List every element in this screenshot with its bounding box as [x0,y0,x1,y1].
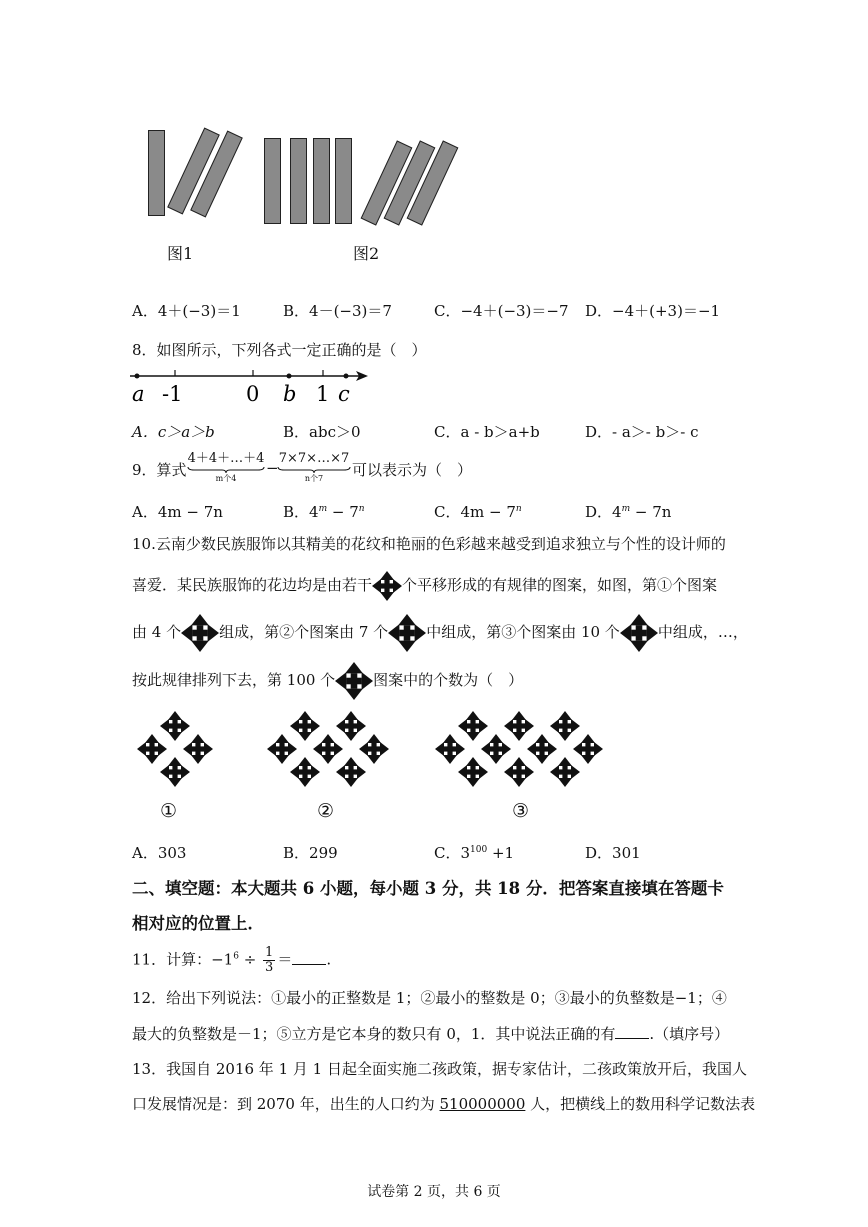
q13-line2 [132,1094,755,1114]
text: ÷ [238,950,262,969]
q9-term1-brace-label: m个4 [215,474,237,483]
pattern-1 [132,706,218,792]
q9-term2 [276,452,352,483]
text: 由 4 个 [132,623,182,641]
text: D．4 [585,503,622,521]
text: +1 [487,844,515,862]
cross-arrow-icon [181,614,219,652]
q7-option-a: A．4＋(−3)＝1 [132,302,241,320]
text: .（填序号） [649,1025,730,1043]
cross-arrow-icon [388,614,426,652]
q9-option-c [434,501,522,522]
exponent: 6 [233,951,239,962]
q7-option-b: B．4－(−3)＝7 [283,302,392,320]
q9-option-b [283,501,365,522]
text: − 7 [327,503,359,521]
exponent: m [318,504,328,514]
q10-line3 [132,614,748,652]
cross-arrow-icon [335,662,373,700]
page-footer: 试卷第 2 页，共 6 页 [367,1184,501,1200]
q9-option-d [585,501,671,522]
pattern-2 [262,706,394,792]
text: C．3 [434,844,471,862]
number-line-label: c [338,382,350,406]
numerator: 1 [265,945,274,960]
stick [313,138,330,224]
text: 组成，第②个图案由 7 个 [219,623,389,641]
q12-line2 [132,1024,729,1044]
stick [290,138,307,224]
q8-option-c: C．a - b＞a+b [434,423,540,441]
q10-line4 [132,662,523,700]
answer-blank [615,1024,649,1039]
exponent: m [621,504,631,514]
section-2-heading-line1: 二、填空题：本大题共 6 小题，每小题 3 分，共 18 分．把答案直接填在答题卡 [132,879,724,898]
text: . [326,950,332,969]
text: − 7n [630,503,672,521]
q8-stem: 8．如图所示，下列各式一定正确的是（ ） [132,341,427,359]
text: 图案中的个数为（ ） [373,671,524,689]
q9-term2-top: 7×7×…×7 [278,451,350,466]
number-line-label: 1 [316,382,330,406]
number-line-label: 0 [246,382,260,406]
pattern-3-label: ③ [512,800,530,822]
denominator: 3 [265,960,274,975]
fraction [263,946,275,975]
q10-option-c [434,842,514,863]
text: 11．计算：−1 [132,950,234,969]
number-line-label: b [283,382,297,406]
q8-option-b: B．abc＞0 [283,423,361,441]
text: 中组成，…， [657,623,748,641]
figure-1-caption: 图1 [167,244,194,263]
q10-option-a: A．303 [132,844,187,862]
underbrace [276,466,352,474]
q7-option-d: D．−4＋(+3)＝−1 [585,302,721,320]
pattern-3 [430,706,608,792]
pattern-1-label: ① [160,800,178,822]
text: 个平移形成的有规律的图案，如图，第①个图案 [402,576,718,594]
q10-line2 [132,571,717,601]
text: 口发展情况是：到 2070 年，出生的人口约为 [132,1095,440,1113]
text: 按此规律排列下去，第 100 个 [132,671,336,689]
q7-option-c: C．−4＋(−3)＝−7 [434,302,569,320]
text: 喜爱．某民族服饰的花边均是由若干 [132,576,373,594]
q10-line1: 10.云南少数民族服饰以其精美的花纹和艳丽的色彩越来越受到追求独立与个性的设计师的 [132,535,726,553]
text: C．4m − 7 [434,503,516,521]
q9-term1 [186,452,266,483]
q11 [132,946,331,975]
text: 人，把横线上的数用科学记数法表 [525,1095,756,1113]
text: B．4 [283,503,319,521]
exponent: n [515,504,522,514]
q9-term1-top: 4＋4＋…＋4 [187,451,265,466]
figure-2-caption: 图2 [353,244,380,263]
section-2-heading-line2: 相对应的位置上． [132,914,264,933]
q13-line1: 13．我国自 2016 年 1 月 1 日起全面实施二孩政策，据专家估计，二孩政策放开后，我国人 [132,1060,747,1078]
q9-suffix: 可以表示为（ ） [352,461,473,479]
q8-option-a: A．c＞a＞b [132,423,215,441]
q8-option-d: D．- a＞- b＞- c [585,423,699,441]
number-line-label: a [132,382,145,406]
q12-line1: 12．给出下列说法：①最小的正整数是 1；②最小的整数是 0；③最小的负整数是−1；④ [132,989,727,1007]
text: 中组成，第③个图案由 10 个 [426,623,620,641]
text: 最大的负整数是－1；⑤立方是它本身的数只有 0，1．其中说法正确的有 [132,1025,616,1043]
number-line-label: -1 [162,382,183,406]
stick [335,138,352,224]
answer-blank [292,950,326,965]
q9-minus: − [266,459,279,477]
stick [264,138,281,224]
q9-term2-brace-label: n个7 [304,474,324,483]
q10-option-b: B．299 [283,844,338,862]
exponent: 100 [470,845,488,855]
text: ＝ [277,950,293,969]
q10-option-d: D．301 [585,844,641,862]
stick [148,130,165,216]
cross-arrow-icon [372,571,402,601]
underbrace [186,466,266,474]
pattern-2-label: ② [317,800,335,822]
underlined-number: 510000000 [439,1095,526,1113]
cross-arrow-icon [620,614,658,652]
number-line [128,364,373,408]
q9-option-a: A．4m − 7n [132,503,223,521]
exponent: n [358,504,365,514]
q9-prefix: 9．算式 [132,461,187,479]
